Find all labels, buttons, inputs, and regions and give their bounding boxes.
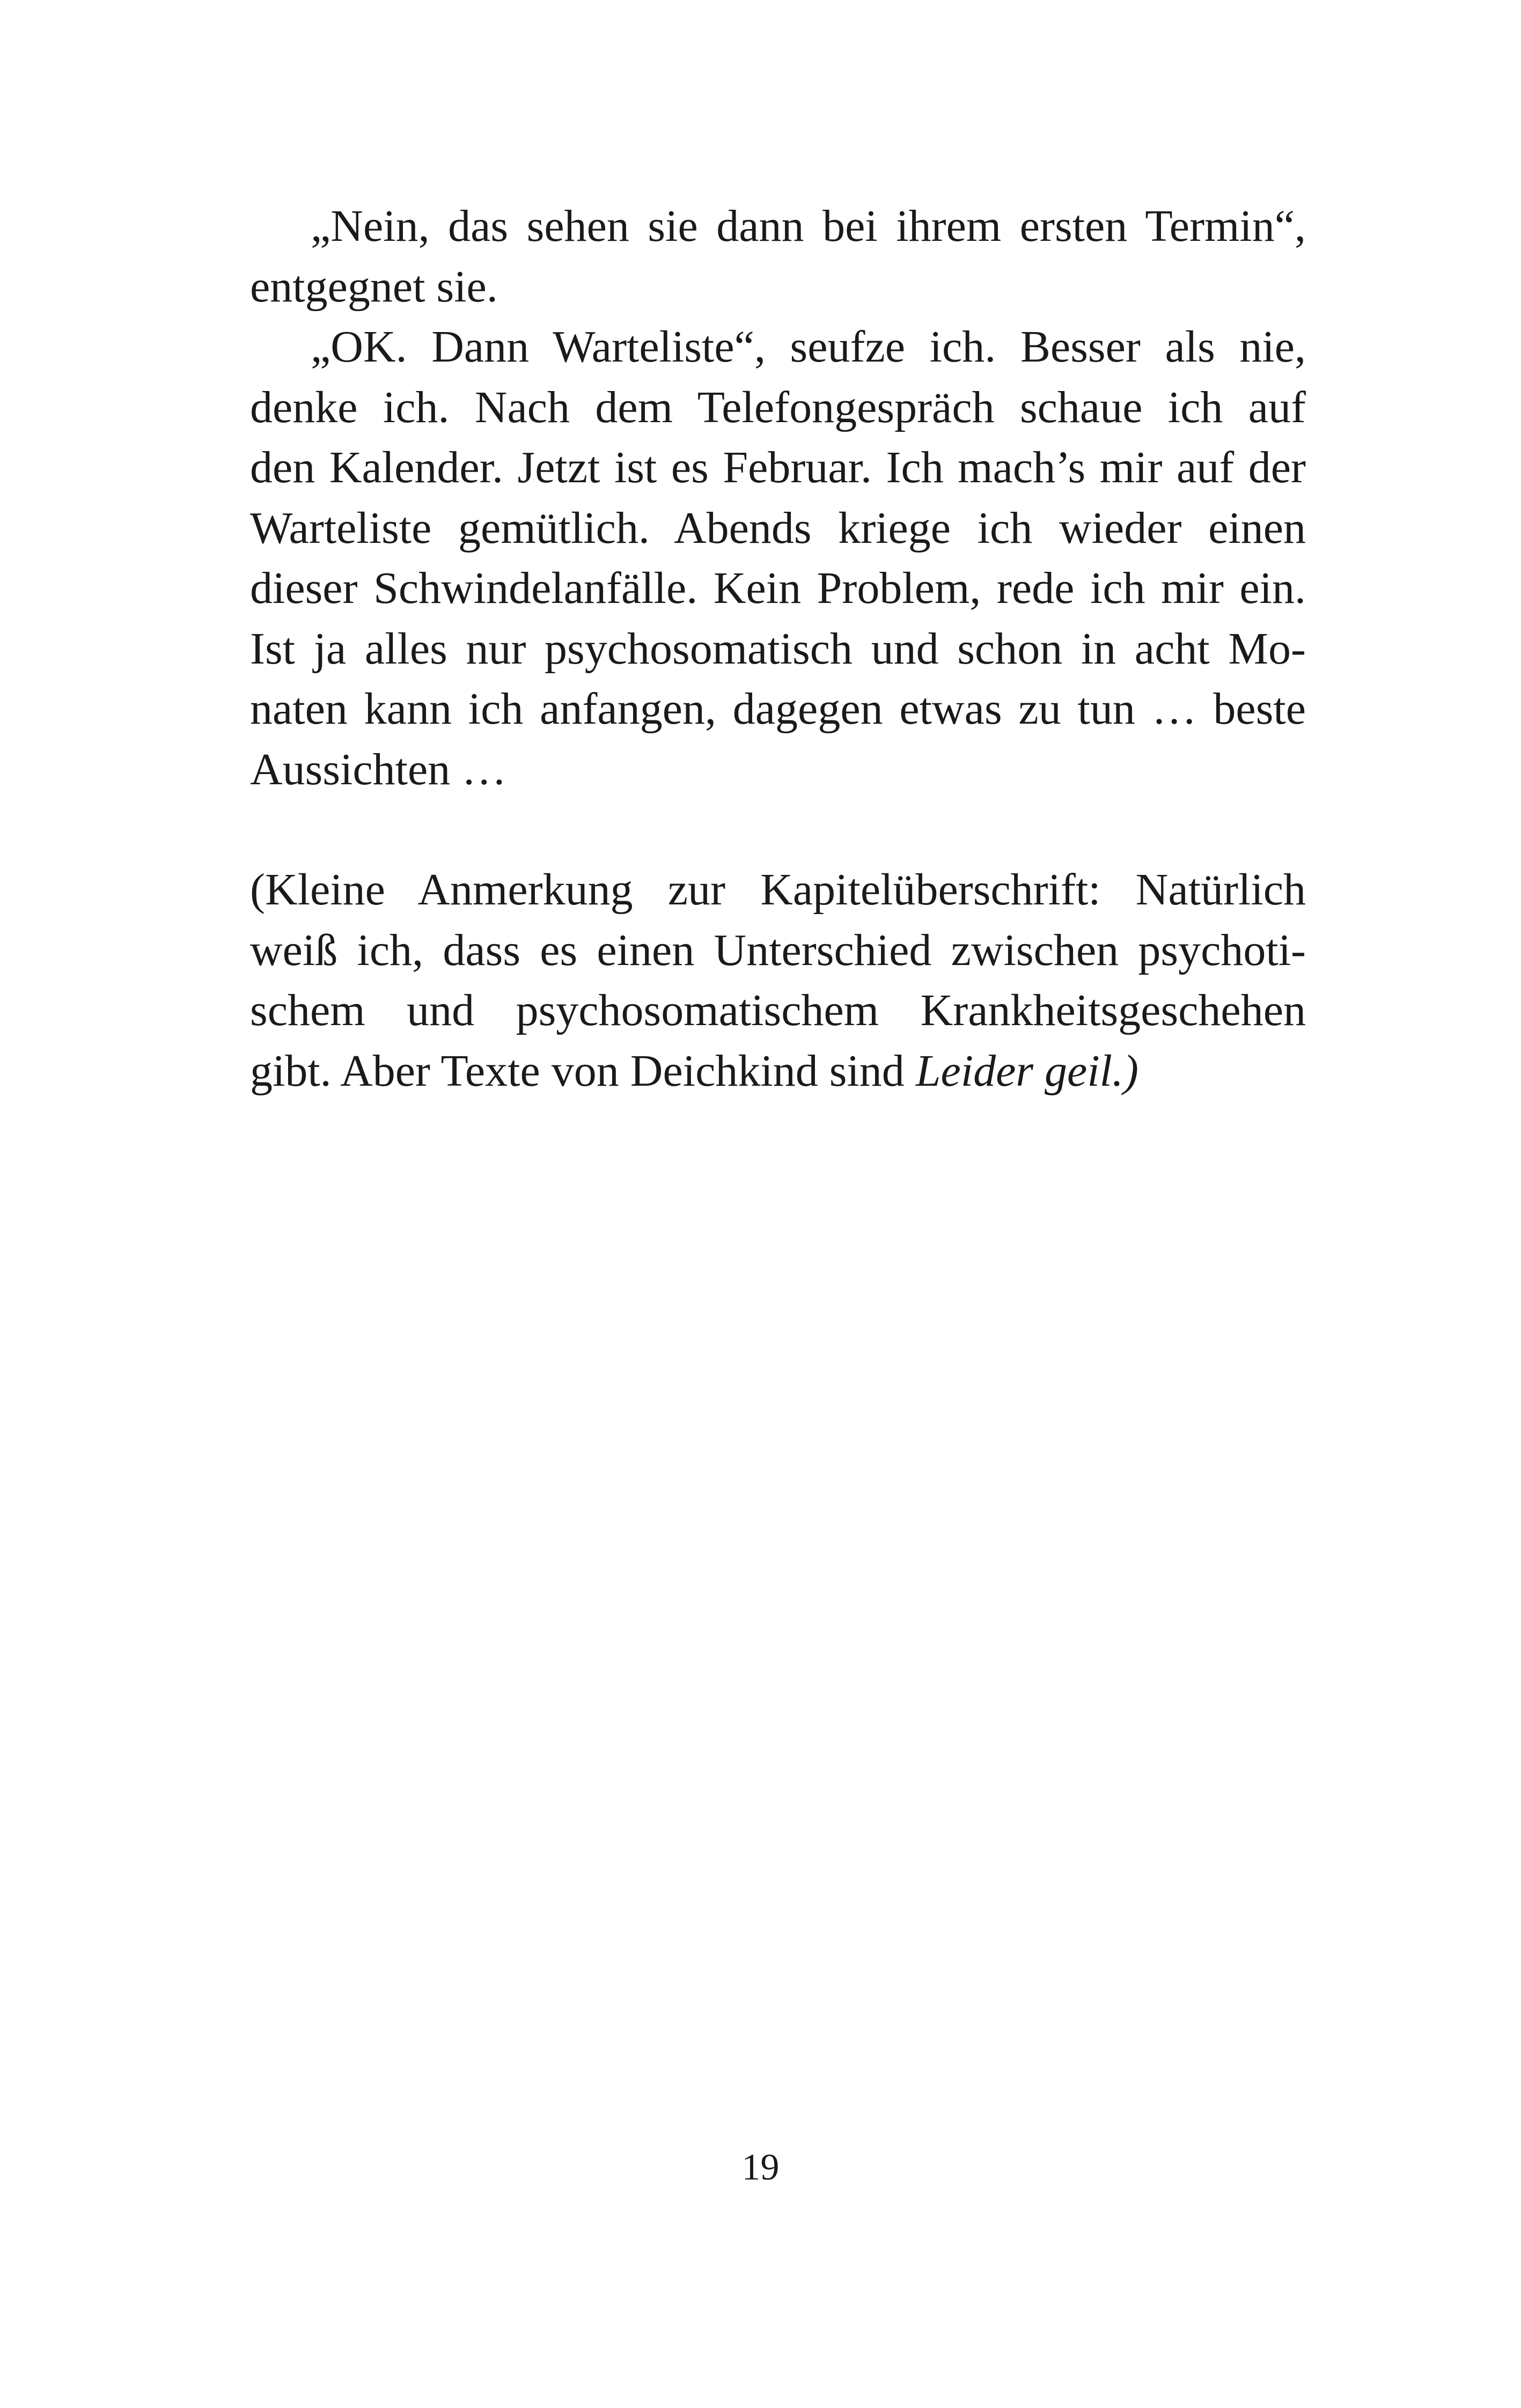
- text-line: „OK. Dann Warteliste“, seufze ich. Besser als nie,: [311, 322, 1306, 372]
- text-line: entgegnet sie.: [250, 261, 498, 312]
- paragraph-dialogue-1: [250, 196, 1306, 317]
- text-line: schem und psychosomatischem Krankheitsgeschehen: [250, 985, 1306, 1035]
- text-line: Aussichten …: [250, 744, 507, 794]
- text-line: denke ich. Nach dem Telefongespräch schaue ich auf: [250, 382, 1306, 432]
- text-line: dieser Schwindelanfälle. Kein Problem, rede ich mir ein.: [250, 563, 1306, 613]
- italic-title: Leider geil.): [915, 1045, 1138, 1096]
- text-line: Warteliste gemütlich. Abends kriege ich wieder einen: [250, 503, 1306, 553]
- paragraph-note: [250, 860, 1306, 1101]
- author-note: [250, 860, 1306, 1101]
- paragraph-dialogue-2: [250, 317, 1306, 800]
- main-text: [250, 196, 1306, 800]
- text-line: Ist ja alles nur psychosomatisch und schon in acht Mo-: [250, 623, 1306, 674]
- text-fragment: gibt. Aber Texte von Deichkind sind: [250, 1045, 916, 1096]
- text-line: „Nein, das sehen sie dann bei ihrem ersten Termin“,: [311, 201, 1306, 251]
- page-number: 19: [741, 2147, 780, 2188]
- text-line: [250, 1041, 1306, 1102]
- text-line: den Kalender. Jetzt ist es Februar. Ich mach’s mir auf der: [250, 443, 1306, 492]
- text-line: naten kann ich anfangen, dagegen etwas zu tun … beste: [250, 684, 1306, 734]
- text-line: weiß ich, dass es einen Unterschied zwischen psychoti-: [250, 925, 1306, 975]
- text-line: (Kleine Anmerkung zur Kapitelüberschrift: Natürlich: [250, 865, 1306, 915]
